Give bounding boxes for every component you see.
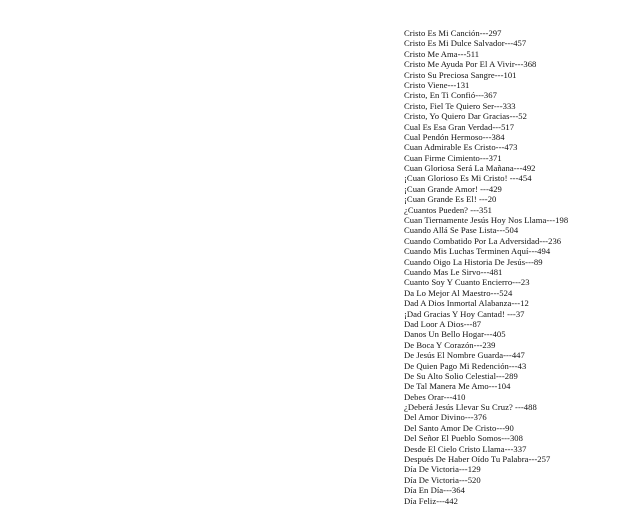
hymn-index-entry: Después De Haber Oído Tu Palabra---257	[404, 454, 551, 465]
hymn-index-entry: Día En Día---364	[404, 485, 465, 496]
hymn-index-entry: Cual Pendón Hermoso---384	[404, 131, 505, 142]
hymn-index-entry: Del Santo Amor De Cristo---90	[404, 422, 514, 433]
hymn-index-entry: Cuando Mis Luchas Terminen Aquí---494	[404, 246, 551, 257]
hymn-index-entry: Cuando Combatido Por La Adversidad---236	[404, 235, 562, 246]
hymn-index-entry: Cuanto Soy Y Cuanto Encierro---23	[404, 277, 530, 288]
hymn-index-entry: Cristo Me Ama---511	[404, 48, 480, 59]
hymn-index-entry: Cuan Admirable Es Cristo---473	[404, 142, 518, 153]
hymn-index-entry: Cristo Es Mi Dulce Salvador---457	[404, 38, 527, 49]
hymn-index-entry: Desde El Cielo Cristo Llama---337	[404, 443, 527, 454]
hymn-index-entry: ¡Cuan Grande Amor! ---429	[404, 183, 502, 194]
hymn-index-entry: Cristo Viene---131	[404, 79, 470, 90]
hymn-index-entry: Debes Orar---410	[404, 391, 466, 402]
hymn-index-entry: Cristo, Fiel Te Quiero Ser---333	[404, 100, 516, 111]
hymn-index-entry: De Boca Y Corazón---239	[404, 339, 496, 350]
hymn-index-entry: Cuando Oigo La Historia De Jesús---89	[404, 256, 543, 267]
hymn-index-entry: De Su Alto Solio Celestial---289	[404, 370, 518, 381]
hymn-index-entry: ¡Cuan Grande Es El! ---20	[404, 194, 497, 205]
hymn-index-entry: Danos Un Bello Hogar---405	[404, 329, 506, 340]
hymn-index-entry: Cual Es Esa Gran Verdad---517	[404, 121, 515, 132]
hymn-index-entry: Cristo, En Ti Confió---367	[404, 90, 497, 101]
hymn-index-entry: Cristo Es Mi Canción---297	[404, 28, 502, 38]
hymn-index-entry: ¡Dad Gracias Y Hoy Cantad! ---37	[404, 308, 525, 319]
hymn-index-entry: Dad A Dios Inmortal Alabanza---12	[404, 298, 529, 309]
hymn-index-entry: Día De Victoria---520	[404, 474, 481, 485]
hymn-index-entry: Cuando Allá Se Pase Lista---504	[404, 225, 519, 236]
hymn-index-list	[404, 28, 634, 506]
hymn-index-entry: De Quien Pago Mi Redención---43	[404, 360, 527, 371]
hymn-index-entry: De Jesús El Nombre Guarda---447	[404, 350, 525, 361]
hymn-index-entry: Cuan Tiernamente Jesús Hoy Nos Llama---198	[404, 215, 569, 226]
hymn-index-entry: Dad Loor A Dios---87	[404, 318, 482, 329]
hymn-index-entry: Cuando Mas Le Sirvo---481	[404, 266, 503, 277]
hymn-index-entry: Cuan Gloriosa Será La Mañana---492	[404, 163, 536, 174]
hymn-index-entry: ¿Deberá Jesús Llevar Su Cruz? ---488	[404, 402, 537, 413]
hymn-index-entry: ¡Cuan Glorioso Es Mi Cristo! ---454	[404, 173, 532, 184]
hymn-index-entry: ¿Cuantos Pueden? ---351	[404, 204, 493, 215]
hymn-index-entry: Cristo Me Ayuda Por El A Vivir---368	[404, 59, 537, 70]
hymn-index-entry: Cristo Su Preciosa Sangre---101	[404, 69, 517, 80]
hymn-index-entry: Día Feliz---442	[404, 495, 458, 506]
hymn-index-entry: Del Señor El Pueblo Somos---308	[404, 433, 523, 444]
hymn-index-entry: Cuan Firme Cimiento---371	[404, 152, 502, 163]
hymn-index-entry: Del Amor Divino---376	[404, 412, 487, 423]
hymn-index-entry: Da Lo Mejor Al Maestro---524	[404, 287, 513, 298]
hymn-index-entry: De Tal Manera Me Amo---104	[404, 381, 511, 392]
hymn-index-entry: Día De Victoria---129	[404, 464, 481, 475]
hymn-index-entry: Cristo, Yo Quiero Dar Gracias---52	[404, 111, 527, 122]
